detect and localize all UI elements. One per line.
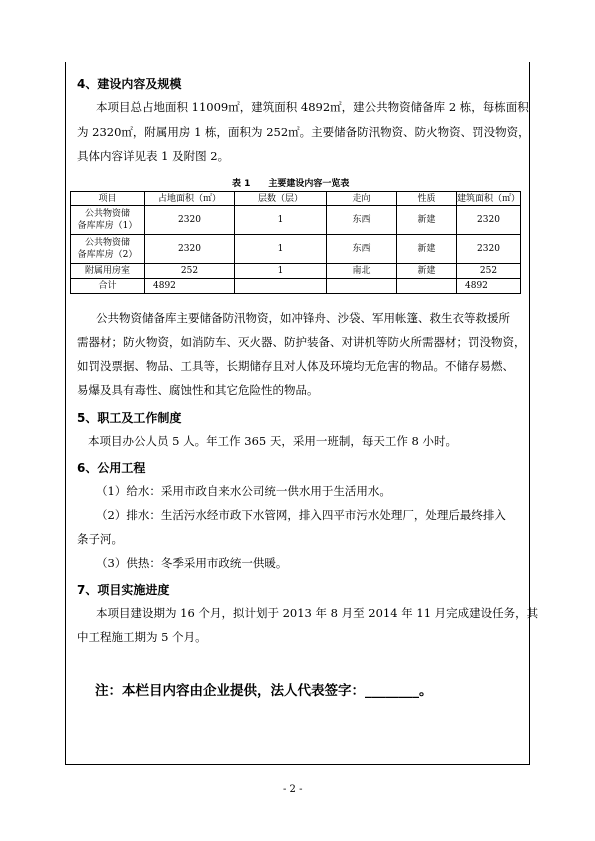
table-total-row (71, 279, 521, 294)
section-7-line-1: 本项目建设期为 16 个月，拟计划于 2013 年 8 月至 2014 年 11 月完成建设任务，其 (96, 606, 539, 620)
header-nature: 性质 (397, 192, 457, 206)
cell-empty (397, 279, 457, 294)
cell-floors: 1 (235, 235, 327, 264)
cell-floors: 1 (235, 264, 327, 279)
header-building-area: 建筑面积（㎡） (457, 193, 521, 204)
storage-desc-line-2: 需器材；防火物资，如消防车、灭火器、防护装备、对讲机等防火所需器材；罚没物资， (77, 335, 526, 349)
table-header-row (71, 192, 521, 206)
section-6-item-1: （1）给水：采用市政自来水公司统一供水用于生活用水。 (96, 484, 391, 498)
cell-building-area: 252 (457, 264, 521, 279)
cell-direction: 东西 (327, 235, 397, 264)
cell-area: 252 (145, 264, 235, 279)
cell-floors: 1 (235, 206, 327, 235)
section-4-heading: 4、建设内容及规模 (77, 77, 182, 91)
section-7-line-2: 中工程施工期为 5 个月。 (77, 630, 207, 644)
section-5-text: 本项目办公人员 5 人。年工作 365 天，采用一班制，每天工作 8 小时。 (88, 434, 458, 448)
cell-direction: 南北 (327, 264, 397, 279)
header-area: 占地面积（㎡） (145, 192, 235, 206)
table-row (71, 264, 521, 279)
page-number: - 2 - (283, 784, 303, 795)
section-4-line-1: 本项目总占地面积 11009㎡，建筑面积 4892㎡，建公共物资储备库 2 栋，每栋面积 (96, 100, 529, 114)
cell-nature: 新建 (397, 235, 457, 264)
section-6-item-3: （3）供热：冬季采用市政统一供暖。 (96, 556, 288, 570)
cell-total-building-area: 4892 (457, 279, 521, 294)
storage-desc-line-1: 公共物资储备库主要储备防汛物资，如冲锋舟、沙袋、军用帐篷、救生衣等救援所 (96, 311, 510, 325)
cell-item: 公共物资储 备库库房（2） (71, 235, 145, 264)
cell-nature: 新建 (397, 264, 457, 279)
cell-item: 公共物资储 备库库房（1） (71, 206, 145, 235)
table-caption: 表 1 主要建设内容一览表 (232, 179, 350, 189)
cell-direction: 东西 (327, 206, 397, 235)
signature-note: 注：本栏目内容由企业提供，法人代表签字：________。 (95, 683, 433, 699)
cell-total-area: 4892 (145, 279, 235, 294)
table-row (71, 235, 521, 264)
cell-empty (235, 279, 327, 294)
cell-total-label: 合计 (71, 279, 145, 294)
section-6-item-2-line-2: 条子河。 (77, 532, 123, 546)
section-5-heading: 5、职工及工作制度 (77, 411, 182, 425)
section-6-item-2-line-1: （2）排水：生活污水经市政下水管网，排入四平市污水处理厂，处理后最终排入 (96, 508, 506, 522)
header-item: 项目 (71, 192, 145, 206)
section-7-heading: 7、项目实施进度 (77, 583, 170, 597)
cell-area: 2320 (145, 235, 235, 264)
storage-desc-line-4: 易爆及具有毒性、腐蚀性和其它危险性的物品。 (77, 383, 319, 397)
cell-item: 附属用房室 (71, 264, 145, 279)
cell-building-area: 2320 (457, 206, 521, 235)
cell-empty (327, 279, 397, 294)
main-construction-table (70, 191, 521, 294)
section-4-line-3: 具体内容详见表 1 及附图 2。 (77, 149, 230, 163)
cell-area: 2320 (145, 206, 235, 235)
storage-desc-line-3: 如罚没票据、物品、工具等，长期储存且对人体及环境均无危害的物品。不储存易燃、 (77, 359, 514, 373)
header-direction: 走向 (327, 192, 397, 206)
cell-building-area: 2320 (457, 235, 521, 264)
header-floors: 层数（层） (235, 192, 327, 206)
table-row (71, 206, 521, 235)
section-6-heading: 6、公用工程 (77, 461, 146, 475)
section-4-line-2: 为 2320㎡，附属用房 1 栋，面积为 252㎡。主要储备防汛物资、防火物资、罚没物资， (77, 125, 530, 139)
cell-nature: 新建 (397, 206, 457, 235)
